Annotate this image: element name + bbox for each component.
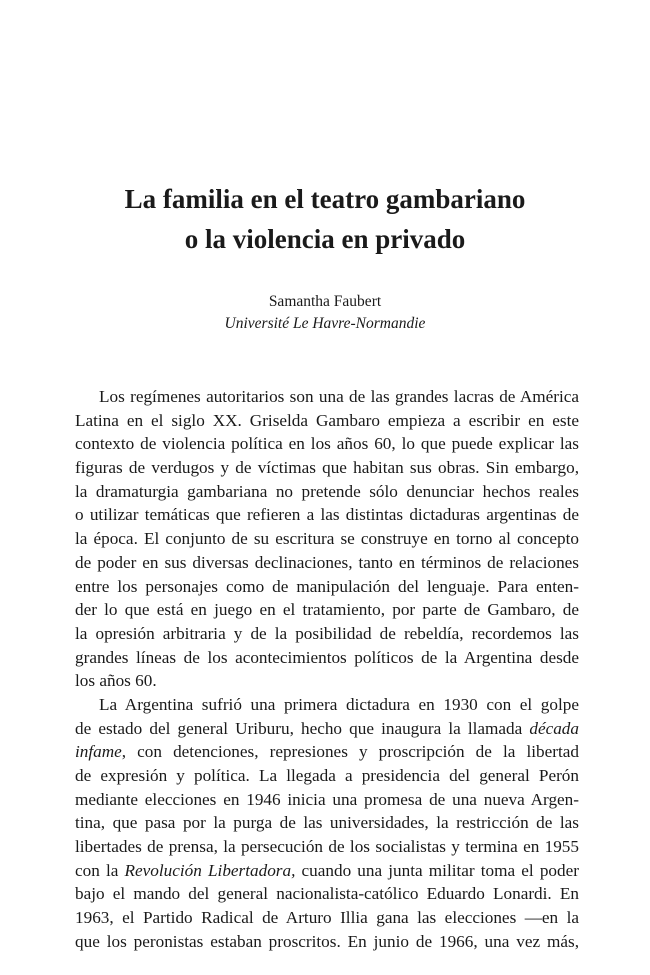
- body-line: de expresión y política. La llegada a presidencia del general Perón: [75, 766, 579, 785]
- body-line: bajo el mando del general nacionalista-católico Eduardo Lonardi. En: [75, 884, 579, 904]
- author-affiliation: Université Le Havre-Normandie: [224, 315, 426, 332]
- body-line-mixed: [75, 717, 579, 741]
- author-name: Samantha Faubert: [268, 293, 382, 310]
- article-title-line-1: La familia en el teatro gambariano: [124, 184, 526, 214]
- body-line: los años 60.: [75, 671, 157, 691]
- body-line: figuras de verdugos y de víctimas que habitan sus obras. Sin embargo,: [75, 458, 579, 478]
- body-line: La Argentina sufrió una primera dictadura en 1930 con el golpe: [99, 694, 579, 714]
- body-line: 1963, el Partido Radical de Arturo Illia gana las elecciones —en la: [75, 908, 579, 928]
- body-text-fragment: de estado del general Uriburu, hecho que inaugura la llamada: [75, 718, 530, 738]
- italic-term: década: [529, 718, 579, 738]
- body-text-fragment: , con detenciones, represiones y proscripción de la libertad: [121, 742, 579, 762]
- body-line: de poder en sus diversas declinaciones, tanto en términos de relaciones: [75, 552, 579, 572]
- body-line-mixed: [75, 740, 579, 764]
- italic-term: infame: [75, 742, 122, 762]
- body-text-fragment: cuando una junta militar toma el poder: [295, 860, 579, 880]
- body-line: Latina en el siglo XX. Griselda Gambaro empieza a escribir en este: [75, 410, 579, 430]
- body-line-mixed: [75, 859, 579, 883]
- body-line: mediante elecciones en 1946 inicia una promesa de una nueva Argen-: [75, 789, 579, 809]
- article-title-line-2: o la violencia en privado: [184, 224, 466, 254]
- body-line: grandes líneas de los acontecimientos políticos de la Argentina desde: [75, 647, 579, 667]
- body-line: la opresión arbitraria y de la posibilidad de rebeldía, recordemos las: [75, 623, 579, 643]
- body-line: tina, que pasa por la purga de las universidades, la restricción de las: [75, 813, 579, 833]
- body-line: o utilizar temáticas que refieren a las distintas dictaduras argentinas de: [75, 505, 579, 525]
- body-line: der lo que está en juego en el tratamiento, por parte de Gambaro, de: [75, 600, 579, 620]
- body-line: libertades de prensa, la persecución de los socialistas y termina en 1955: [75, 837, 579, 857]
- italic-term: Revolución Libertadora,: [124, 860, 296, 880]
- body-text-fragment: con la: [75, 860, 125, 880]
- body-line: Los regímenes autoritarios son una de las grandes lacras de América: [99, 387, 579, 406]
- article-body: [75, 385, 579, 954]
- body-line: la dramaturgia gambariana no pretende sólo denunciar hechos reales: [75, 481, 579, 501]
- body-line: contexto de violencia política en los años 60, lo que puede explicar las: [75, 434, 579, 454]
- body-line: que los peronistas estaban proscritos. En junio de 1966, una vez más,: [75, 931, 579, 951]
- body-line: entre los personajes como de manipulación del lenguaje. Para enten-: [75, 576, 579, 596]
- body-line: la época. El conjunto de su escritura se construye en torno al concepto: [75, 529, 579, 549]
